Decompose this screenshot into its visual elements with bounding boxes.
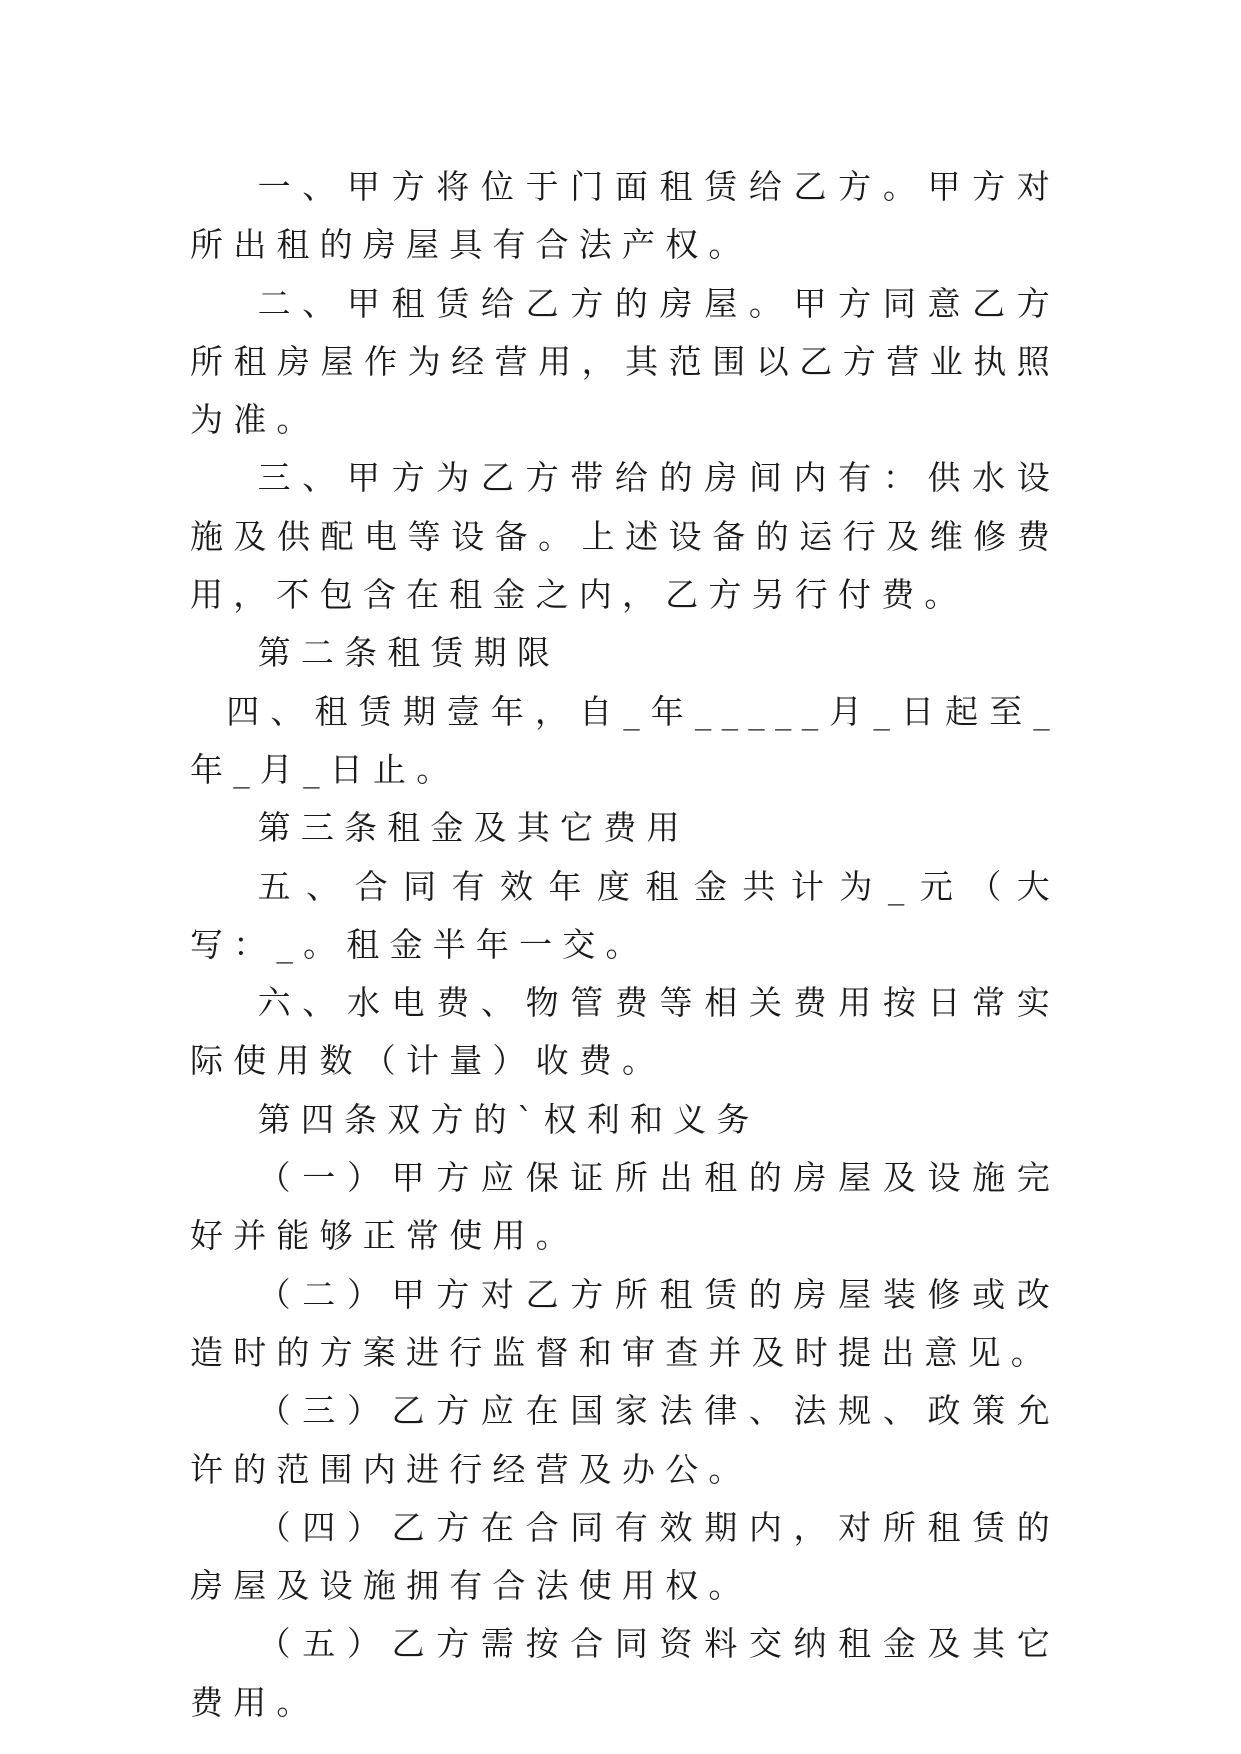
duty-item-3: （三）乙方应在国家法律、法规、政策允许的范围内进行经营及办公。 (190, 1391, 1060, 1489)
clause-3: 三、甲方为乙方带给的房间内有：供水设施及供配电等设备。上述设备的运行及维修费用，不包含在租金之内，乙方另行付费。 (190, 458, 1060, 615)
duty-item-4: （四）乙方在合同有效期内，对所租赁的房屋及设施拥有合法使用权。 (190, 1507, 1060, 1606)
section-heading-lease-term: 第二条租赁期限 (257, 633, 561, 673)
clause-1: 一、甲方将位于门面租赁给乙方。甲方对所出租的房屋具有合法产权。 (190, 167, 1060, 265)
section-heading-rights-duties: 第四条双方的`权利和义务 (257, 1099, 760, 1139)
clause-2: 二、甲租赁给乙方的房屋。甲方同意乙方所租房屋作为经营用，其范围以乙方营业执照为准。 (190, 283, 1060, 440)
duty-item-5: （五）乙方需按合同资料交纳租金及其它费用。 (190, 1624, 1060, 1722)
clause-4: 四、租赁期壹年，自_年_____月_日起至_年_月_日止。 (190, 691, 1060, 789)
clause-5: 五、合同有效年度租金共计为_元（大写：_。租金半年一交。 (190, 866, 1060, 964)
section-heading-rent-fees: 第三条租金及其它费用 (257, 808, 690, 848)
duty-item-2: （二）甲方对乙方所租赁的房屋装修或改造时的方案进行监督和审查并及时提出意见。 (190, 1274, 1060, 1372)
duty-item-1: （一）甲方应保证所出租的房屋及设施完好并能够正常使用。 (190, 1158, 1060, 1256)
contract-text (190, 158, 1060, 1732)
clause-6: 六、水电费、物管费等相关费用按日常实际使用数（计量）收费。 (190, 983, 1060, 1081)
